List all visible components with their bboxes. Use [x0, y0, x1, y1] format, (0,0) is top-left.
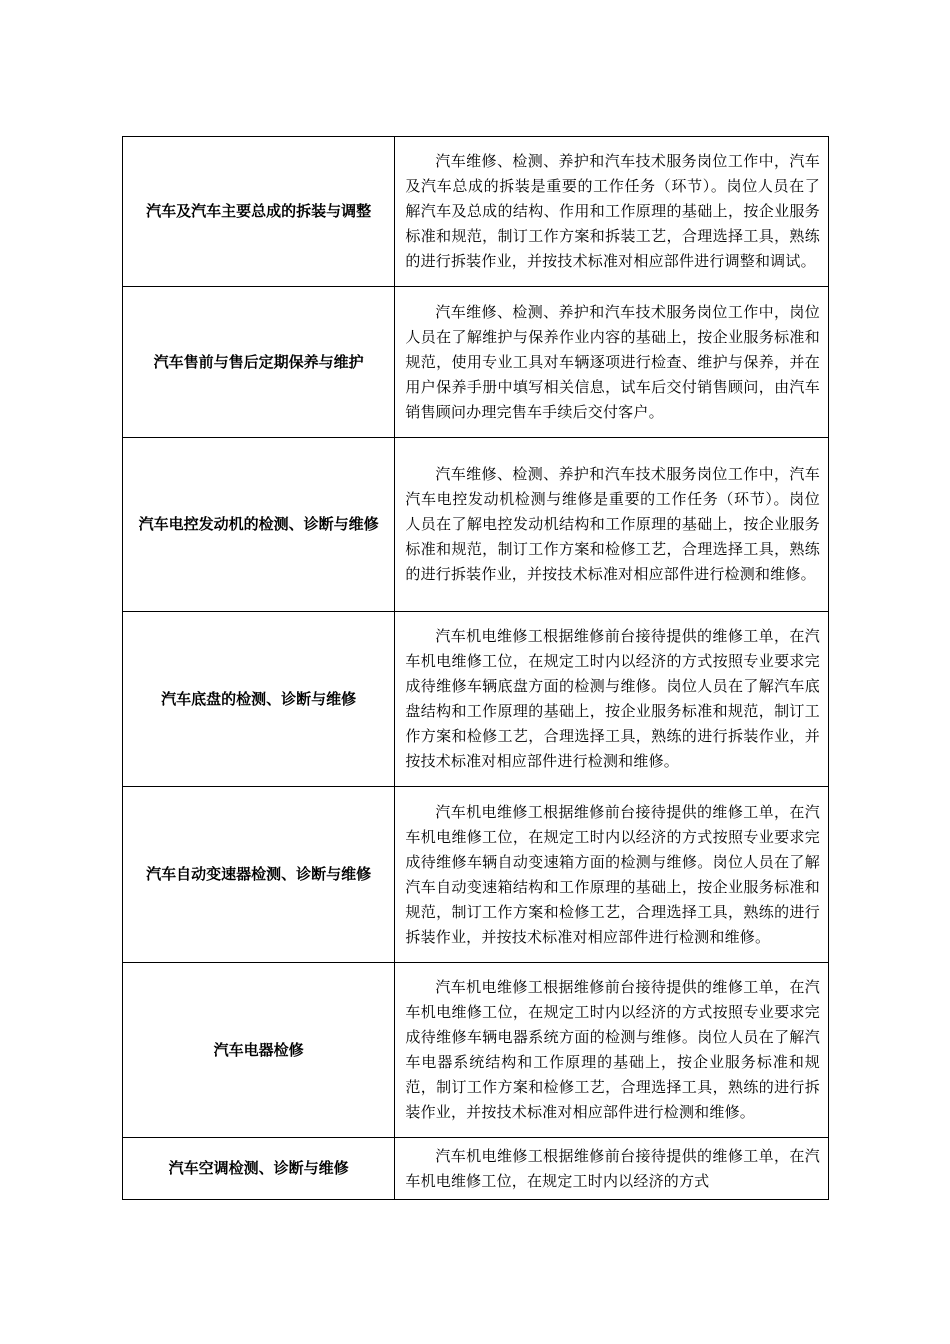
task-description-cell: 汽车机电维修工根据维修前台接待提供的维修工单，在汽车机电维修工位，在规定工时内以经济的方式 [395, 1138, 829, 1200]
task-description-cell: 汽车维修、检测、养护和汽车技术服务岗位工作中，岗位人员在了解维护与保养作业内容的基础上，按企业服务标准和规范，使用专业工具对车辆逐项进行检查、维护与保养，并在用户保养手册中填写相关信息，试车后交付销售顾问，由汽车销售顾问办理完售车手续后交付客户。 [395, 287, 829, 438]
task-description-cell: 汽车维修、检测、养护和汽车技术服务岗位工作中，汽车及汽车总成的拆装是重要的工作任务（环节）。岗位人员在了解汽车及总成的结构、作用和工作原理的基础上，按企业服务标准和规范，制订工作方案和拆装工艺，合理选择工具，熟练的进行拆装作业，并按技术标准对相应部件进行调整和调试。 [395, 137, 829, 287]
task-name-cell: 汽车电控发动机的检测、诊断与维修 [123, 438, 395, 612]
task-description-cell: 汽车机电维修工根据维修前台接待提供的维修工单，在汽车机电维修工位，在规定工时内以经济的方式按照专业要求完成待维修车辆底盘方面的检测与维修。岗位人员在了解汽车底盘结构和工作原理的基础上，按企业服务标准和规范，制订工作方案和检修工艺，合理选择工具，熟练的进行拆装作业，并按技术标准对相应部件进行检测和维修。 [395, 612, 829, 787]
task-name-cell: 汽车电器检修 [123, 963, 395, 1138]
task-description-cell: 汽车机电维修工根据维修前台接待提供的维修工单，在汽车机电维修工位，在规定工时内以经济的方式按照专业要求完成待维修车辆自动变速箱方面的检测与维修。岗位人员在了解汽车自动变速箱结构和工作原理的基础上，按企业服务标准和规范，制订工作方案和检修工艺，合理选择工具，熟练的进行拆装作业，并按技术标准对相应部件进行检测和维修。 [395, 787, 829, 963]
task-description-cell: 汽车机电维修工根据维修前台接待提供的维修工单，在汽车机电维修工位，在规定工时内以经济的方式按照专业要求完成待维修车辆电器系统方面的检测与维修。岗位人员在了解汽车电器系统结构和工作原理的基础上，按企业服务标准和规范，制订工作方案和检修工艺，合理选择工具，熟练的进行拆装作业，并按技术标准对相应部件进行检测和维修。 [395, 963, 829, 1138]
task-name-cell: 汽车空调检测、诊断与维修 [123, 1138, 395, 1200]
task-name-cell: 汽车自动变速器检测、诊断与维修 [123, 787, 395, 963]
task-name-cell: 汽车及汽车主要总成的拆装与调整 [123, 137, 395, 287]
table-row [123, 287, 829, 438]
task-description-table [122, 136, 829, 1200]
table-row [123, 438, 829, 612]
table-row [123, 963, 829, 1138]
table-row [123, 1138, 829, 1200]
task-name-cell: 汽车售前与售后定期保养与维护 [123, 287, 395, 438]
task-description-cell: 汽车维修、检测、养护和汽车技术服务岗位工作中，汽车汽车电控发动机检测与维修是重要的工作任务（环节）。岗位人员在了解电控发动机结构和工作原理的基础上，按企业服务标准和规范，制订工作方案和检修工艺，合理选择工具，熟练的进行拆装作业，并按技术标准对相应部件进行检测和维修。 [395, 438, 829, 612]
table-row [123, 137, 829, 287]
task-name-cell: 汽车底盘的检测、诊断与维修 [123, 612, 395, 787]
table-row [123, 612, 829, 787]
table-row [123, 787, 829, 963]
